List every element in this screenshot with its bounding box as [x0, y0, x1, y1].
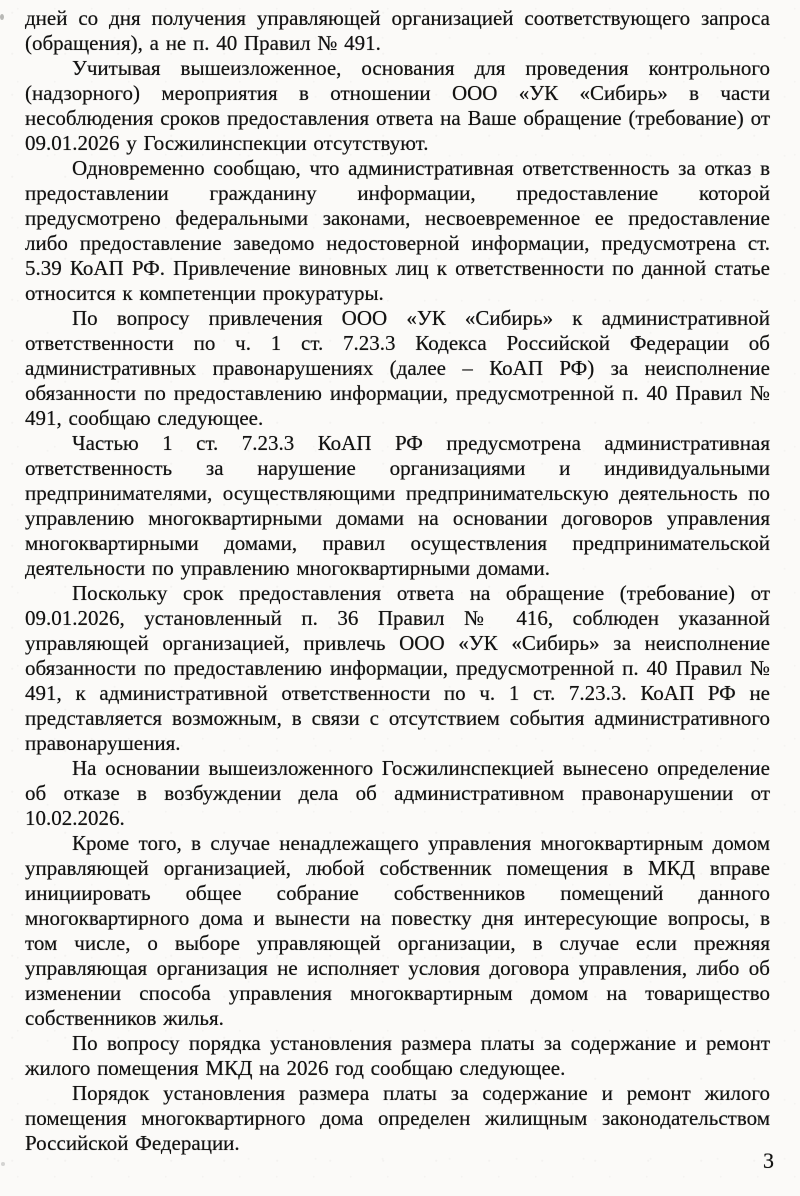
paragraph: Поскольку срок предоставления ответа на обращение (требование) от 09.01.2026, установленный п. 36 Правил № 416, соблюден указанной управляющей организацией, привлечь ООО «УК «Сибирь» за неисполнение обязанности по предоставлению информации, предусмотренной п. 40 Правил № 491, к административной ответственности по ч. 1 ст. 7.23.3. КоАП РФ не представляется возможным, в связи с отсутствием события административного правонарушения. [25, 581, 770, 755]
scan-artifact-speck [1, 1162, 5, 1166]
paragraph: Порядок установления размера платы за содержание и ремонт жилого помещения многоквартирного дома определен жилищным законодательством Российской Федерации. [25, 1081, 770, 1155]
scan-artifact-speck [0, 14, 4, 20]
paragraph: Частью 1 ст. 7.23.3 КоАП РФ предусмотрена административная ответственность за нарушение организациями и индивидуальными предпринимателями, осуществляющими предпринимательскую деятельность по управлению многоквартирными домами на основании договоров управления многоквартирными домами, правил осуществления предпринимательской деятельности по управлению многоквартирными домами. [25, 431, 770, 580]
paragraph: Одновременно сообщаю, что административная ответственность за отказ в предоставлении гражданину информации, предоставление которой предусмотрено федеральными законами, несвоевременное ее предоставление либо предоставление заведомо недостоверной информации, предусмотрена ст. 5.39 КоАП РФ. Привлечение виновных лиц к ответственности по данной статье относится к компетенции прокуратуры. [25, 156, 770, 305]
paragraph: Кроме того, в случае ненадлежащего управления многоквартирным домом управляющей организацией, любой собственник помещения в МКД вправе инициировать общее собрание собственников помещений данного многоквартирного дома и вынести на повестку дня интересующие вопросы, в том числе, о выборе управляющей организации, в случае если прежняя управляющая организация не исполняет условия договора управления, либо об изменении способа управления многоквартирным домом на товарищество собственников жилья. [25, 831, 770, 1030]
paragraph: На основании вышеизложенного Госжилинспекцией вынесено определение об отказе в возбуждении дела об административном правонарушении от 10.02.2026. [25, 756, 770, 830]
scan-artifact-speck [508, 548, 511, 551]
paragraph: По вопросу привлечения ООО «УК «Сибирь» к административной ответственности по ч. 1 ст. 7.23.3 Кодекса Российской Федерации об административных правонарушениях (далее – КоАП РФ) за неисполнение обязанности по предоставлению информации, предусмотренной п. 40 Правил № 491, сообщаю следующее. [25, 306, 770, 430]
paragraph: Учитывая вышеизложенное, основания для проведения контрольного (надзорного) мероприятия в отношении ООО «УК «Сибирь» в части несоблюдения сроков предоставления ответа на Ваше обращение (требование) от 09.01.2026 у Госжилинспекции отсутствуют. [25, 56, 770, 155]
page-number: 3 [763, 1148, 774, 1173]
document-body [25, 6, 770, 1156]
paragraph: По вопросу порядка установления размера платы за содержание и ремонт жилого помещения МКД на 2026 год сообщаю следующее. [25, 1031, 770, 1080]
paragraph-continuation: дней со дня получения управляющей организацией соответствующего запроса (обращения), а не п. 40 Правил № 491. [25, 6, 770, 55]
